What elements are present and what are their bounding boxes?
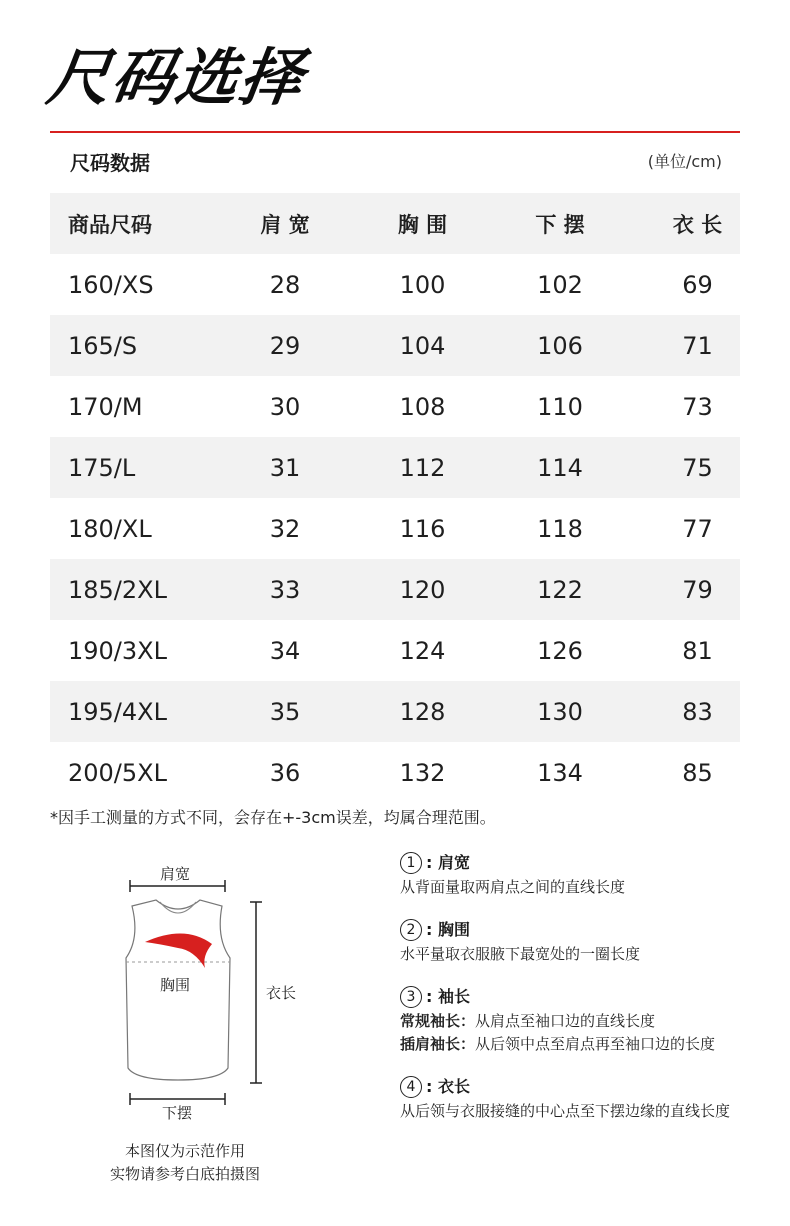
cell-hem: 110 (537, 392, 583, 421)
cell-size: 175/L (68, 453, 136, 482)
cell-length: 75 (682, 453, 713, 482)
cell-shoulder: 34 (269, 636, 301, 665)
cell-length: 73 (682, 392, 713, 421)
cell-shoulder: 29 (269, 331, 301, 360)
cell-hem: 126 (537, 636, 583, 665)
section-label: 尺码数据 (70, 151, 150, 175)
table-row (50, 620, 740, 681)
cell-chest: 100 (399, 270, 446, 299)
cell-shoulder: 28 (269, 270, 301, 299)
definition-sleeve: 3 : 袖长 常规袖长： 从肩点至袖口边的直线长度 插肩袖长： 从后领中点至肩点再至袖口边的长度 (400, 984, 760, 1056)
definition-title: 袖长 (437, 987, 470, 1006)
cell-size: 185/2XL (68, 575, 167, 604)
shoulder-label: 肩宽 (160, 865, 191, 883)
table-row (50, 254, 740, 315)
cell-size: 190/3XL (68, 636, 167, 665)
definition-text: 水平量取衣服腋下最宽处的一圈长度 (400, 945, 641, 963)
cell-size: 160/XS (68, 270, 154, 299)
number-4-icon: 4 (400, 1076, 422, 1098)
cell-hem: 118 (537, 514, 583, 543)
definition-title: 衣长 (437, 1077, 470, 1096)
header-chest: 胸 围 (397, 212, 448, 237)
cell-chest: 104 (399, 331, 446, 360)
garment-diagram (90, 858, 330, 1138)
cell-chest: 116 (399, 514, 446, 543)
definition-title: 肩宽 (437, 853, 470, 872)
table-row (50, 498, 740, 559)
cell-length: 79 (682, 575, 713, 604)
cell-length: 69 (682, 270, 713, 299)
number-3-icon: 3 (400, 986, 422, 1008)
chest-label: 胸围 (160, 976, 191, 994)
cell-shoulder: 32 (269, 514, 301, 543)
table-row (50, 376, 740, 437)
header-length: 衣 长 (672, 212, 723, 237)
regular-sleeve-row (400, 1010, 760, 1033)
cell-length: 83 (682, 697, 713, 726)
cell-chest: 132 (399, 758, 446, 787)
definition-length: 4 : 衣长 从后领与衣服接缝的中心点至下摆边缘的直线长度 (400, 1074, 760, 1123)
caption-line-2: 实物请参考白底拍摄图 (109, 1165, 260, 1183)
cell-chest: 108 (399, 392, 446, 421)
table-row (50, 742, 740, 803)
cell-hem: 102 (537, 270, 583, 299)
number-2-icon: 2 (400, 919, 422, 941)
unit-note: (单位/cm) (647, 152, 722, 171)
cell-shoulder: 31 (269, 453, 301, 482)
raglan-sleeve-key: 插肩袖长： (400, 1035, 476, 1053)
regular-sleeve-value: 从肩点至袖口边的直线长度 (475, 1012, 656, 1030)
raglan-sleeve-value: 从后领中点至肩点再至袖口边的长度 (475, 1035, 716, 1053)
cell-size: 200/5XL (68, 758, 167, 787)
title-divider (50, 131, 740, 133)
cell-chest: 112 (399, 453, 446, 482)
cell-size: 180/XL (68, 514, 152, 543)
cell-length: 81 (682, 636, 713, 665)
cell-hem: 122 (537, 575, 583, 604)
cell-size: 170/M (68, 392, 143, 421)
cell-hem: 114 (537, 453, 583, 482)
cell-chest: 124 (399, 636, 446, 665)
number-1-icon: 1 (400, 852, 422, 874)
cell-shoulder: 30 (269, 392, 301, 421)
regular-sleeve-key: 常规袖长： (400, 1012, 476, 1030)
page-title: 尺码选择 (42, 41, 310, 114)
cell-chest: 120 (399, 575, 446, 604)
cell-length: 77 (682, 514, 713, 543)
definition-shoulder: 1 : 肩宽 从背面量取两肩点之间的直线长度 (400, 850, 760, 899)
hem-label: 下摆 (162, 1104, 193, 1122)
table-header-row (50, 193, 740, 254)
cell-shoulder: 33 (269, 575, 301, 604)
definition-text: 从后领与衣服接缝的中心点至下摆边缘的直线长度 (400, 1102, 731, 1120)
table-row (50, 315, 740, 376)
length-label: 衣长 (266, 984, 297, 1002)
header-hem: 下 摆 (535, 212, 585, 237)
cell-size: 195/4XL (68, 697, 167, 726)
footnote: *因手工测量的方式不同，会存在+-3cm误差，均属合理范围。 (50, 808, 496, 827)
measurement-definitions (400, 850, 760, 1141)
table-row (50, 437, 740, 498)
diagram-caption (60, 1140, 310, 1186)
table-row (50, 681, 740, 742)
definition-chest: 2 : 胸围 水平量取衣服腋下最宽处的一圈长度 (400, 917, 760, 966)
size-table (50, 193, 740, 803)
definition-title: 胸围 (437, 920, 470, 939)
cell-hem: 134 (537, 758, 583, 787)
table-row (50, 559, 740, 620)
definition-text: 从背面量取两肩点之间的直线长度 (400, 878, 626, 896)
cell-length: 85 (682, 758, 713, 787)
cell-shoulder: 36 (269, 758, 301, 787)
cell-chest: 128 (399, 697, 446, 726)
cell-hem: 130 (537, 697, 583, 726)
header-shoulder: 肩 宽 (260, 212, 310, 237)
cell-hem: 106 (537, 331, 583, 360)
cell-shoulder: 35 (269, 697, 301, 726)
cell-size: 165/S (68, 331, 138, 360)
raglan-sleeve-row (400, 1033, 760, 1056)
header-size: 商品尺码 (68, 212, 152, 237)
caption-line-1: 本图仅为示范作用 (124, 1142, 245, 1160)
cell-length: 71 (682, 331, 713, 360)
